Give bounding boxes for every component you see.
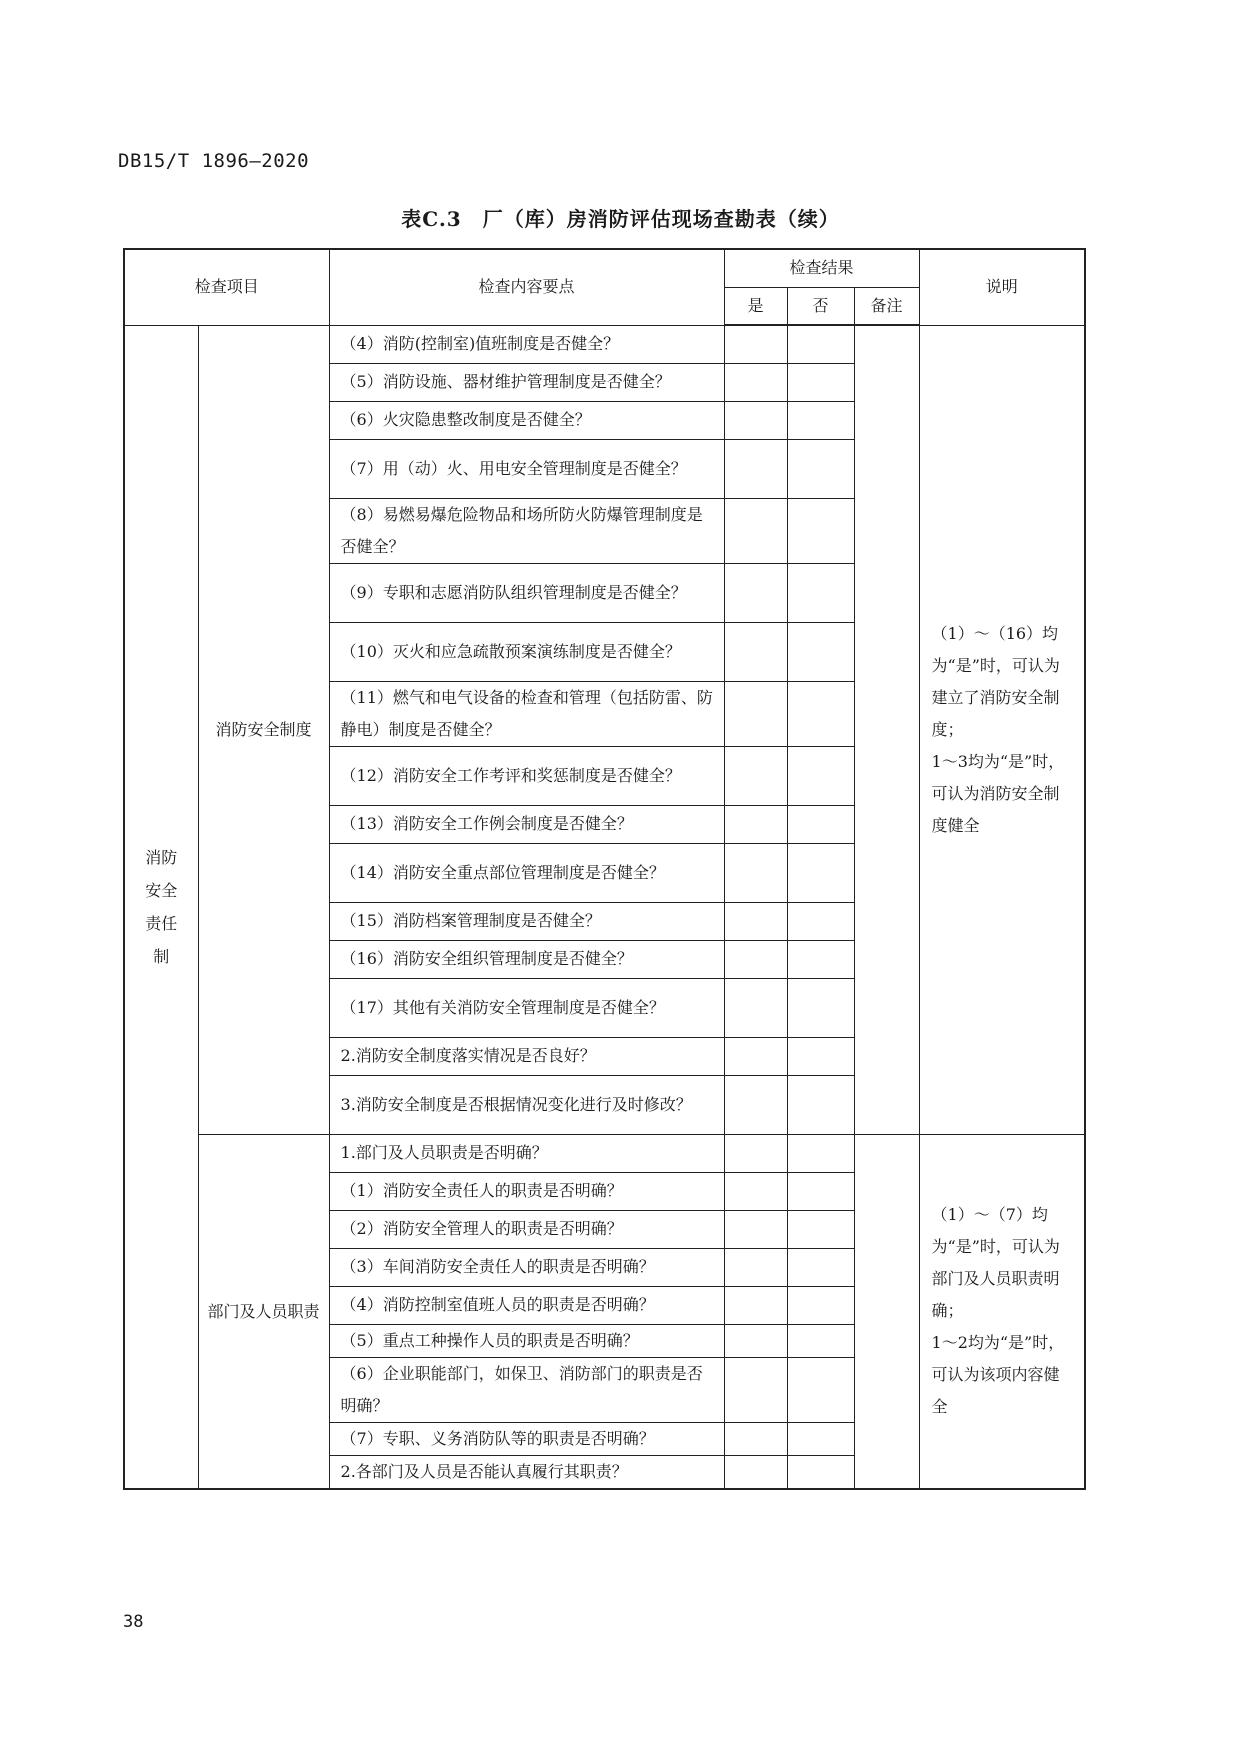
content-cell: （6）企业职能部门，如保卫、消防部门的职责是否明确？ — [329, 1357, 724, 1422]
subcategory-cell: 部门及人员职责 — [198, 1134, 329, 1489]
no-cell[interactable] — [787, 1286, 854, 1324]
category-cell: 消防安全责任制 — [124, 325, 198, 1489]
yes-cell[interactable] — [724, 1455, 787, 1489]
content-cell: （5）消防设施、器材维护管理制度是否健全？ — [329, 363, 724, 401]
no-cell[interactable] — [787, 1134, 854, 1172]
yes-cell[interactable] — [724, 681, 787, 746]
no-cell[interactable] — [787, 843, 854, 902]
yes-cell[interactable] — [724, 902, 787, 940]
content-cell: （5）重点工种操作人员的职责是否明确？ — [329, 1324, 724, 1357]
yes-cell[interactable] — [724, 1324, 787, 1357]
content-cell: （11）燃气和电气设备的检查和管理（包括防雷、防静电）制度是否健全？ — [329, 681, 724, 746]
yes-cell[interactable] — [724, 563, 787, 622]
yes-cell[interactable] — [724, 940, 787, 978]
yes-cell[interactable] — [724, 978, 787, 1037]
yes-cell[interactable] — [724, 363, 787, 401]
content-cell: （13）消防安全工作例会制度是否健全？ — [329, 805, 724, 843]
content-cell: （10）灭火和应急疏散预案演练制度是否健全？ — [329, 622, 724, 681]
table-title: 表C.3 厂（库）房消防评估现场查勘表（续） — [401, 207, 840, 231]
no-cell[interactable] — [787, 622, 854, 681]
no-cell[interactable] — [787, 1037, 854, 1075]
yes-cell[interactable] — [724, 498, 787, 563]
no-cell[interactable] — [787, 439, 854, 498]
header-no: 否 — [787, 287, 854, 325]
no-cell[interactable] — [787, 940, 854, 978]
yes-cell[interactable] — [724, 1286, 787, 1324]
table-body — [124, 325, 1085, 1489]
content-cell: （12）消防安全工作考评和奖惩制度是否健全？ — [329, 746, 724, 805]
no-cell[interactable] — [787, 1172, 854, 1210]
table-row — [124, 1134, 1085, 1172]
content-cell: （2）消防安全管理人的职责是否明确？ — [329, 1210, 724, 1248]
no-cell[interactable] — [787, 498, 854, 563]
page-number: 38 — [123, 1612, 144, 1632]
no-cell[interactable] — [787, 401, 854, 439]
no-cell[interactable] — [787, 1324, 854, 1357]
yes-cell[interactable] — [724, 1357, 787, 1422]
content-cell: （16）消防安全组织管理制度是否健全？ — [329, 940, 724, 978]
yes-cell[interactable] — [724, 1422, 787, 1455]
yes-cell[interactable] — [724, 439, 787, 498]
content-cell: （15）消防档案管理制度是否健全？ — [329, 902, 724, 940]
no-cell[interactable] — [787, 746, 854, 805]
explain-cell: （1）～（16）均为“是”时，可认为建立了消防安全制度； 1～3均为“是”时，可认为消防安全制度健全 — [919, 325, 1085, 1134]
header-result: 检查结果 — [724, 249, 919, 287]
header-item: 检查项目 — [124, 249, 329, 325]
header-explain: 说明 — [919, 249, 1085, 325]
no-cell[interactable] — [787, 681, 854, 746]
yes-cell[interactable] — [724, 1037, 787, 1075]
content-cell: （7）用（动）火、用电安全管理制度是否健全？ — [329, 439, 724, 498]
yes-cell[interactable] — [724, 1172, 787, 1210]
remark-cell[interactable] — [854, 325, 919, 1134]
yes-cell[interactable] — [724, 746, 787, 805]
no-cell[interactable] — [787, 805, 854, 843]
content-cell: （8）易燃易爆危险物品和场所防火防爆管理制度是否健全？ — [329, 498, 724, 563]
document-code: DB15/T 1896—2020 — [118, 150, 310, 172]
yes-cell[interactable] — [724, 1134, 787, 1172]
content-cell: （7）专职、义务消防队等的职责是否明确？ — [329, 1422, 724, 1455]
table-row — [124, 325, 1085, 363]
remark-cell[interactable] — [854, 1134, 919, 1489]
no-cell[interactable] — [787, 563, 854, 622]
content-cell: 3.消防安全制度是否根据情况变化进行及时修改？ — [329, 1075, 724, 1134]
no-cell[interactable] — [787, 1075, 854, 1134]
no-cell[interactable] — [787, 325, 854, 363]
explain-cell: （1）～（7）均为“是”时，可认为部门及人员职责明确； 1～2均为“是”时，可认为该项内容健全 — [919, 1134, 1085, 1489]
content-cell: 1.部门及人员职责是否明确？ — [329, 1134, 724, 1172]
content-cell: （9）专职和志愿消防队组织管理制度是否健全？ — [329, 563, 724, 622]
no-cell[interactable] — [787, 1357, 854, 1422]
yes-cell[interactable] — [724, 1210, 787, 1248]
header-yes: 是 — [724, 287, 787, 325]
yes-cell[interactable] — [724, 1075, 787, 1134]
yes-cell[interactable] — [724, 325, 787, 363]
no-cell[interactable] — [787, 363, 854, 401]
no-cell[interactable] — [787, 902, 854, 940]
content-cell: （14）消防安全重点部位管理制度是否健全？ — [329, 843, 724, 902]
subcategory-cell: 消防安全制度 — [198, 325, 329, 1134]
content-cell: （6）火灾隐患整改制度是否健全？ — [329, 401, 724, 439]
no-cell[interactable] — [787, 1422, 854, 1455]
content-cell: （4）消防控制室值班人员的职责是否明确？ — [329, 1286, 724, 1324]
inspection-table — [123, 248, 1086, 1490]
yes-cell[interactable] — [724, 622, 787, 681]
content-cell: （3）车间消防安全责任人的职责是否明确？ — [329, 1248, 724, 1286]
content-cell: （17）其他有关消防安全管理制度是否健全？ — [329, 978, 724, 1037]
yes-cell[interactable] — [724, 843, 787, 902]
header-remark: 备注 — [854, 287, 919, 325]
yes-cell[interactable] — [724, 805, 787, 843]
no-cell[interactable] — [787, 1210, 854, 1248]
content-cell: （1）消防安全责任人的职责是否明确？ — [329, 1172, 724, 1210]
content-cell: （4）消防(控制室)值班制度是否健全？ — [329, 325, 724, 363]
yes-cell[interactable] — [724, 401, 787, 439]
content-cell: 2.消防安全制度落实情况是否良好？ — [329, 1037, 724, 1075]
no-cell[interactable] — [787, 978, 854, 1037]
yes-cell[interactable] — [724, 1248, 787, 1286]
header-content: 检查内容要点 — [329, 249, 724, 325]
no-cell[interactable] — [787, 1455, 854, 1489]
content-cell: 2.各部门及人员是否能认真履行其职责？ — [329, 1455, 724, 1489]
no-cell[interactable] — [787, 1248, 854, 1286]
